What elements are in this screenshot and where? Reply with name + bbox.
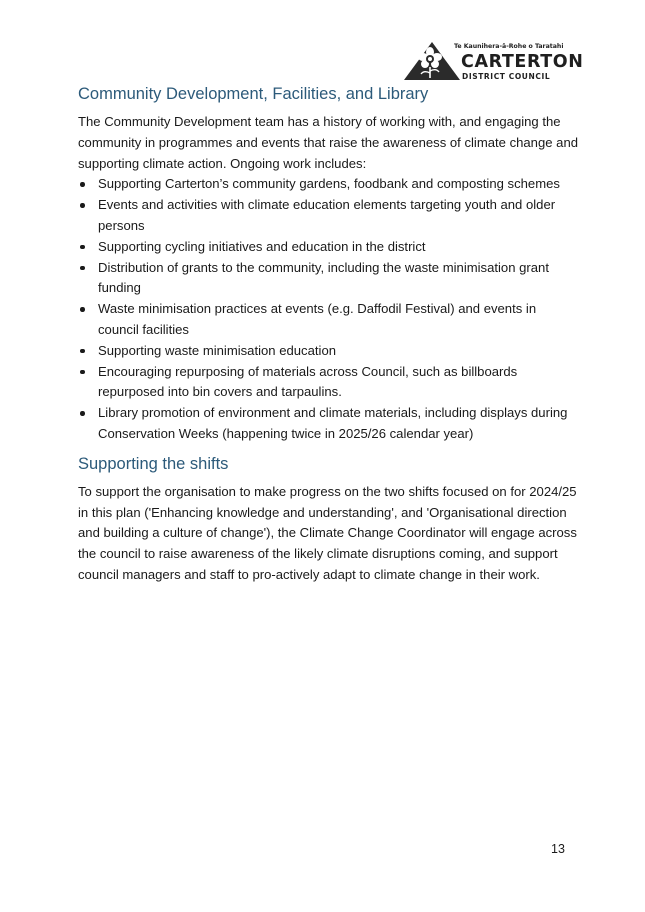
- page-content: [78, 84, 578, 586]
- list-item: Events and activities with climate education elements targeting youth and older persons: [78, 195, 578, 237]
- section-heading-community: Community Development, Facilities, and Library: [78, 85, 429, 103]
- logo-subtitle: DISTRICT COUNCIL: [462, 72, 551, 81]
- shifts-paragraph: To support the organisation to make progress on the two shifts focused on for 2024/25 in this plan ('Enhancing knowledge and understanding', and 'Organisational direction and building a culture of change'), the Climate Change Coordinator will engage across the council to raise awareness of the likely climate disruptions coming, and support council managers and staff to pro-actively adapt to climate change in their work.: [78, 483, 577, 582]
- logo-tagline: Te Kaunihera-ā-Rohe o Taratahi: [454, 43, 564, 50]
- list-item: Supporting cycling initiatives and education in the district: [78, 237, 578, 258]
- council-logo: [404, 40, 584, 82]
- list-item: Distribution of grants to the community, including the waste minimisation grant funding: [78, 258, 578, 300]
- ongoing-work-list: [78, 174, 578, 444]
- logo-name: CARTERTON: [461, 52, 584, 72]
- list-item: Supporting Carterton’s community gardens, foodbank and composting schemes: [78, 174, 578, 195]
- list-item: Encouraging repurposing of materials across Council, such as billboards repurposed into bin covers and tarpaulins.: [78, 362, 578, 404]
- page-number: 13: [551, 842, 565, 856]
- list-item: Waste minimisation practices at events (e.g. Daffodil Festival) and events in council facilities: [78, 299, 578, 341]
- section-intro-paragraph: The Community Development team has a history of working with, and engaging the community in programmes and events that raise the awareness of climate change and supporting climate action. Ongoing work includes:: [78, 114, 579, 171]
- section-heading-shifts: Supporting the shifts: [78, 454, 229, 473]
- list-item: Supporting waste minimisation education: [78, 341, 578, 362]
- list-item: Library promotion of environment and climate materials, including displays during Conservation Weeks (happening twice in 2025/26 calendar year): [78, 403, 578, 445]
